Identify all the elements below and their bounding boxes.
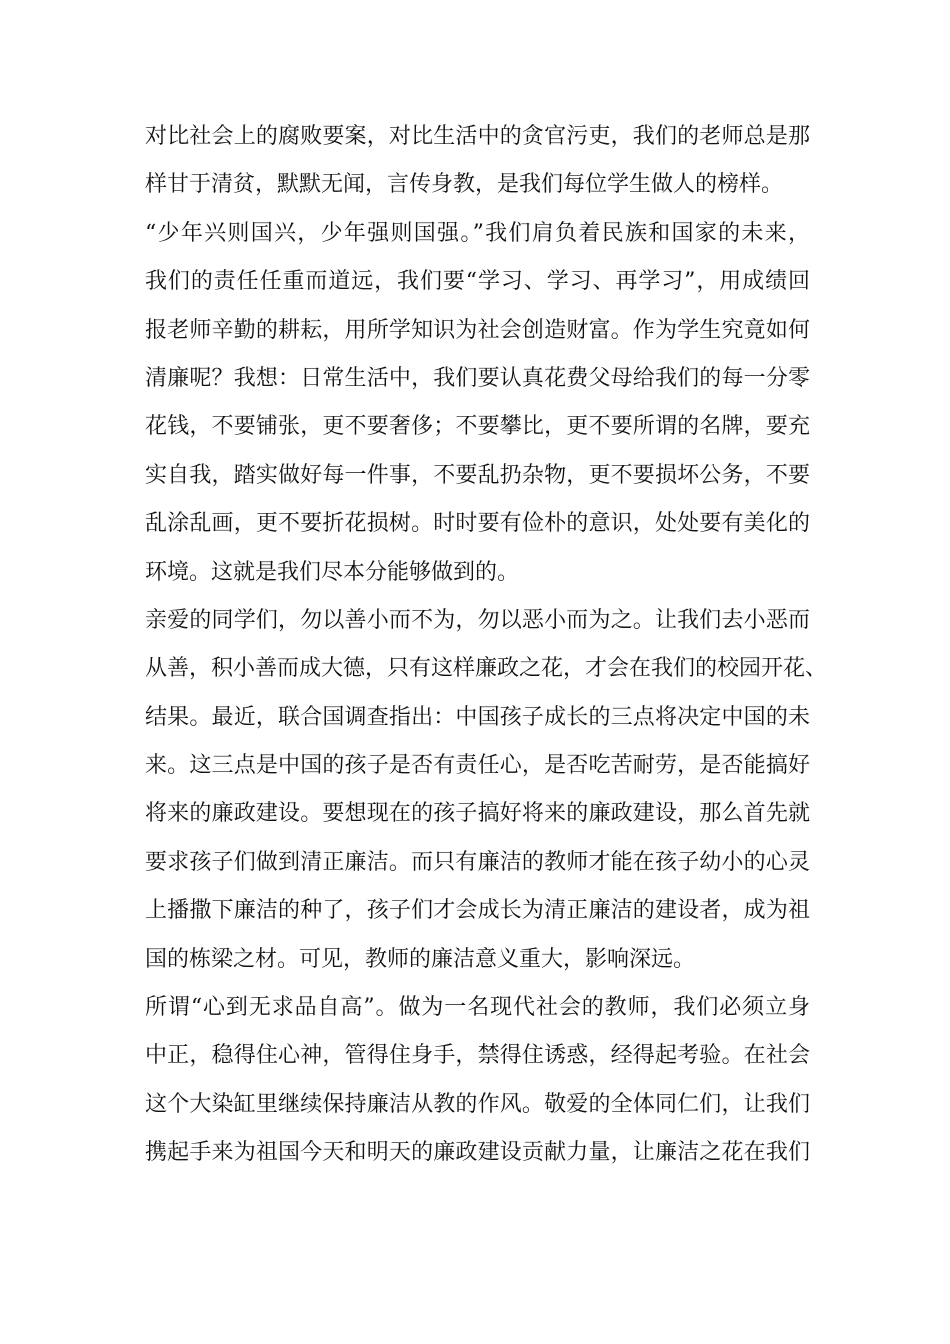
text-line: 从善，积小善而成大德，只有这样廉政之花，才会在我们的校园开花、: [145, 656, 828, 682]
body-text: [145, 113, 828, 1178]
text-line: 花钱，不要铺张，更不要奢侈；不要攀比，更不要所谓的名牌，要充: [145, 414, 810, 440]
text-line: 中正，稳得住心神，管得住身手，禁得住诱惑，经得起考验。在社会: [145, 1043, 810, 1069]
text-line: 样甘于清贫，默默无闻，言传身教，是我们每位学生做人的榜样。: [145, 172, 784, 198]
text-line: 将来的廉政建设。要想现在的孩子搞好将来的廉政建设，那么首先就: [145, 801, 810, 827]
text-line: 所谓“心到无求品自高”。做为一名现代社会的教师，我们必须立身: [145, 995, 810, 1021]
text-line: 对比社会上的腐败要案，对比生活中的贪官污吏，我们的老师总是那: [145, 124, 810, 149]
text-line: 环境。这就是我们尽本分能够做到的。: [145, 559, 520, 585]
text-line: 乱涂乱画，更不要折花损树。时时要有俭朴的意识，处处要有美化的: [145, 511, 810, 537]
text-line: 亲爱的同学们，勿以善小而不为，勿以恶小而为之。让我们去小恶而: [145, 607, 810, 633]
text-line: 结果。最近，联合国调查指出：中国孩子成长的三点将决定中国的未: [145, 704, 810, 730]
text-line: 来。这三点是中国的孩子是否有责任心，是否吃苦耐劳，是否能搞好: [145, 753, 810, 779]
text-line: 上播撒下廉洁的种了，孩子们才会成长为清正廉洁的建设者，成为祖: [145, 898, 810, 924]
text-line: “少年兴则国兴，少年强则国强。”我们肩负着民族和国家的未来，: [145, 220, 810, 246]
text-line: 这个大染缸里继续保持廉洁从教的作风。敬爱的全体同仁们，让我们: [145, 1091, 810, 1117]
text-line: 携起手来为祖国今天和明天的廉政建设贡献力量，让廉洁之花在我们: [145, 1140, 810, 1166]
text-line: 国的栋梁之材。可见，教师的廉洁意义重大，影响深远。: [145, 946, 696, 972]
text-line: 要求孩子们做到清正廉洁。而只有廉洁的教师才能在孩子幼小的心灵: [145, 849, 810, 875]
text-line: 我们的责任任重而道远，我们要“学习、学习、再学习”，用成绩回: [145, 269, 810, 295]
text-line: 实自我，踏实做好每一件事，不要乱扔杂物，更不要损坏公务，不要: [145, 462, 810, 488]
text-line: 报老师辛勤的耕耘，用所学知识为社会创造财富。作为学生究竟如何: [145, 317, 810, 343]
text-line: 清廉呢？我想：日常生活中，我们要认真花费父母给我们的每一分零: [145, 365, 810, 391]
